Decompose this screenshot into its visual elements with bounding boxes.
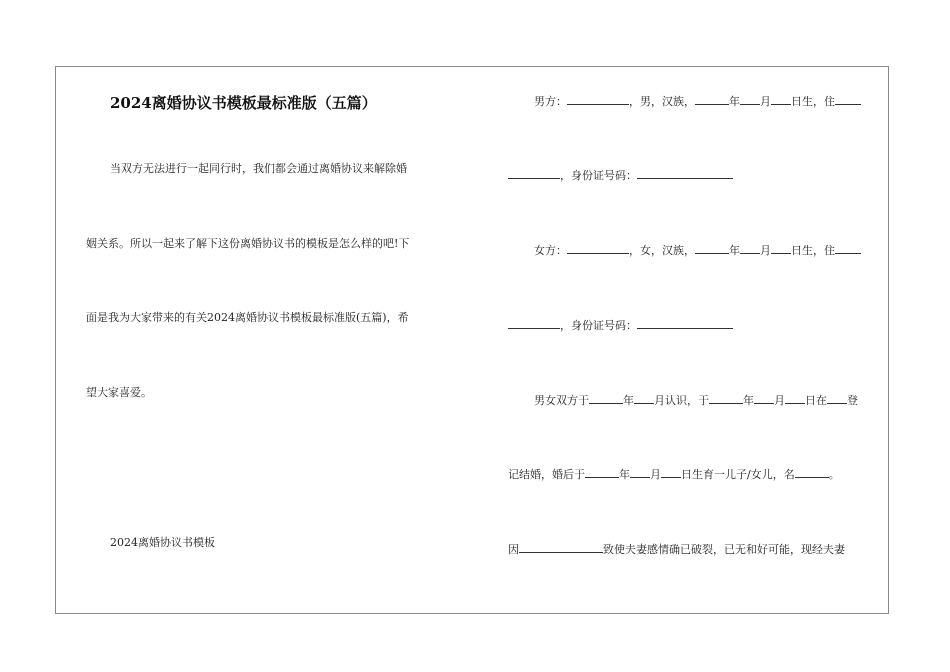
marriage-line-3 [508,542,845,557]
blank-field [695,94,729,105]
marriage-text: 日生育一儿子/女儿，名 [681,468,795,481]
year-text: 年 [619,468,630,481]
woman-label: 女方： [534,244,567,257]
birth-residence-text: 日生，住 [791,244,835,257]
marriage-line-2 [508,467,840,482]
blank-field [771,94,791,105]
marriage-text: 男女双方于 [534,394,589,407]
blank-field [740,94,760,105]
blank-field [661,467,681,478]
man-id-line [508,168,733,183]
intro-line-3: 面是我为大家带来的有关2024离婚协议书模板最标准版(五篇)，希 [86,311,409,324]
month-text: 月 [650,468,661,481]
blank-field [827,393,847,404]
blank-field [567,243,629,254]
marriage-text: 日在 [805,394,827,407]
month-text: 月 [760,244,771,257]
blank-field [508,168,560,179]
blank-field [835,243,861,254]
year-text: 年 [623,394,634,407]
blank-field [589,393,623,404]
year-text: 年 [743,394,754,407]
month-text: 月 [760,95,771,108]
woman-info-line [534,243,861,258]
id-label: ，身份证号码： [560,319,637,332]
marriage-text: 登 [847,394,858,407]
blank-field [795,467,829,478]
blank-field [637,318,733,329]
marriage-text: 致使夫妻感情确已破裂，已无和好可能，现经夫妻 [603,543,845,556]
subheading: 2024离婚协议书模板 [110,536,215,549]
blank-field [771,243,791,254]
man-label: 男方： [534,95,567,108]
birth-residence-text: 日生，住 [791,95,835,108]
document-title: 2024离婚协议书模板最标准版（五篇） [110,94,377,112]
blank-field [754,393,774,404]
blank-field [637,168,733,179]
id-label: ，身份证号码： [560,169,637,182]
woman-gender-text: ，女，汉族， [629,244,695,257]
intro-line-2: 姻关系。所以一起来了解下这份离婚协议书的模板是怎么样的吧!下 [86,237,410,250]
man-info-line [534,94,861,109]
marriage-line-1 [534,393,858,408]
blank-field [634,393,654,404]
year-text: 年 [729,244,740,257]
marriage-text: 因 [508,543,519,556]
man-gender-text: ，男，汉族， [629,95,695,108]
document-page [55,66,889,614]
blank-field [785,393,805,404]
blank-field [630,467,650,478]
marriage-text: 月认识，于 [654,394,709,407]
blank-field [508,318,560,329]
blank-field [585,467,619,478]
marriage-text: 。 [828,468,840,481]
year-text: 年 [729,95,740,108]
blank-field [740,243,760,254]
blank-field [695,243,729,254]
month-text: 月 [774,394,785,407]
woman-id-line [508,318,733,333]
marriage-text: 记结婚，婚后于 [508,468,585,481]
blank-field [519,542,603,553]
blank-field [709,393,743,404]
blank-field [835,94,861,105]
intro-line-4: 望大家喜爱。 [86,386,152,399]
blank-field [567,94,629,105]
intro-line-1: 当双方无法进行一起同行时，我们都会通过离婚协议来解除婚 [110,162,407,175]
